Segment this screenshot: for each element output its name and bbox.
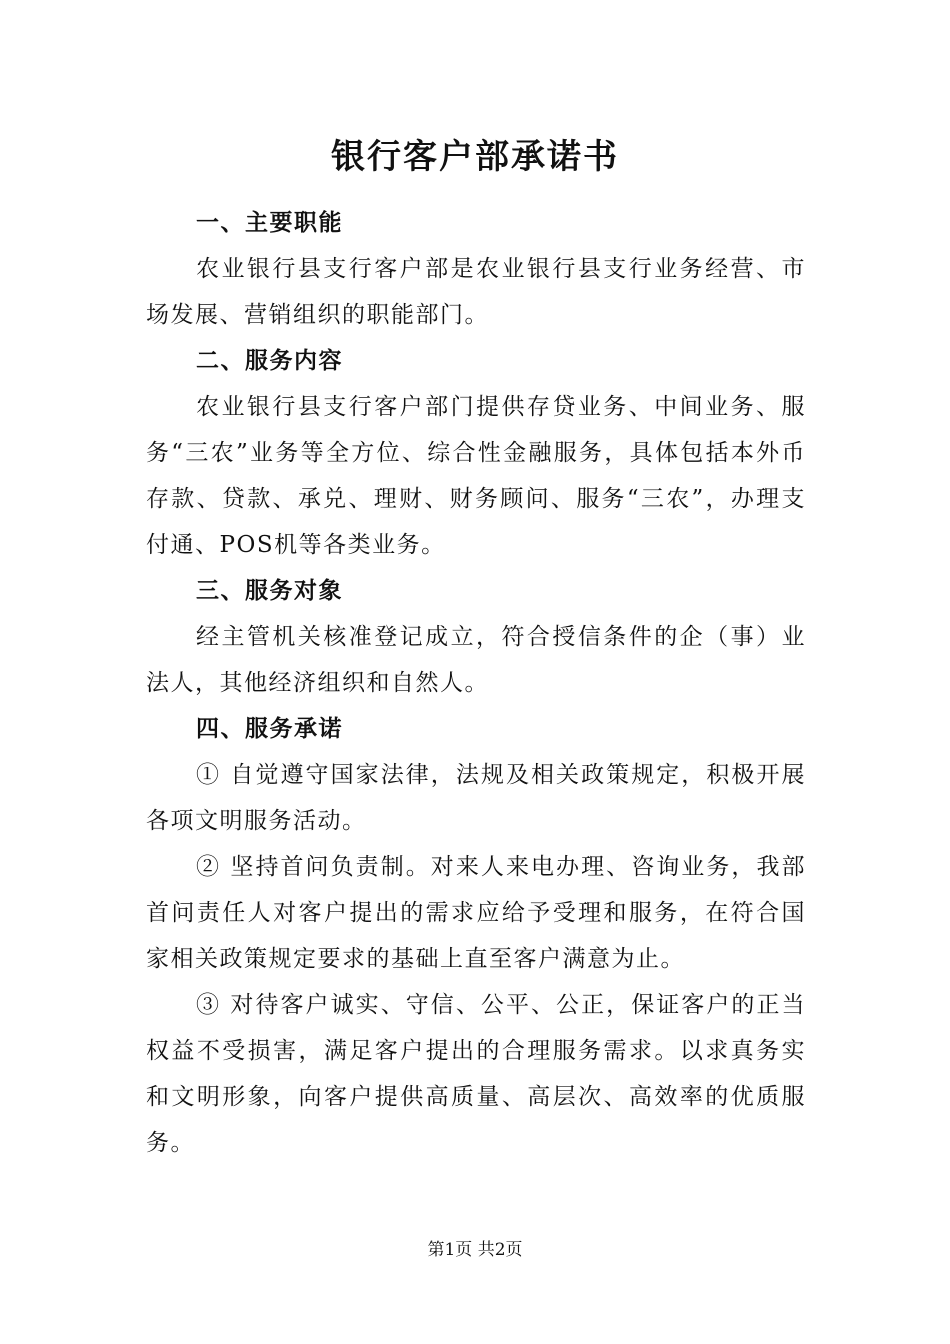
commitment-item-3: ③ 对待客户诚实、守信、公平、公正，保证客户的正当权益不受损害，满足客户提出的合理服务需求。以求真务实和文明形象，向客户提供高质量、高层次、高效率的优质服务。 [146,992,806,1156]
section-heading: 四、服务承诺 [196,716,343,742]
commitment-item-1: ① 自觉遵守国家法律，法规及相关政策规定，积极开展各项文明服务活动。 [146,762,806,834]
document-body [146,200,806,1166]
section-heading: 三、服务对象 [196,578,343,604]
section-service-content [146,338,806,568]
section-paragraph: 经主管机关核准登记成立，符合授信条件的企（事）业法人，其他经济组织和自然人。 [146,624,806,696]
commitment-item-2: ② 坚持首问负责制。对来人来电办理、咨询业务，我部首问责任人对客户提出的需求应给予受理和服务，在符合国家相关政策规定要求的基础上直至客户满意为止。 [146,854,806,972]
section-paragraph: 农业银行县支行客户部门提供存贷业务、中间业务、服务“三农”业务等全方位、综合性金融服务，具体包括本外币存款、贷款、承兑、理财、财务顾问、服务“三农”，办理支付通、POS机等各类业务。 [146,394,806,558]
section-main-functions [146,200,806,338]
section-service-targets [146,568,806,706]
section-heading: 一、主要职能 [196,210,343,236]
section-paragraph: 农业银行县支行客户部是农业银行县支行业务经营、市场发展、营销组织的职能部门。 [146,256,806,328]
section-service-commitments [146,706,806,1166]
document-title: 银行客户部承诺书 [331,137,619,177]
page-footer: 第1页 共2页 [427,1240,523,1260]
section-heading: 二、服务内容 [196,348,343,374]
